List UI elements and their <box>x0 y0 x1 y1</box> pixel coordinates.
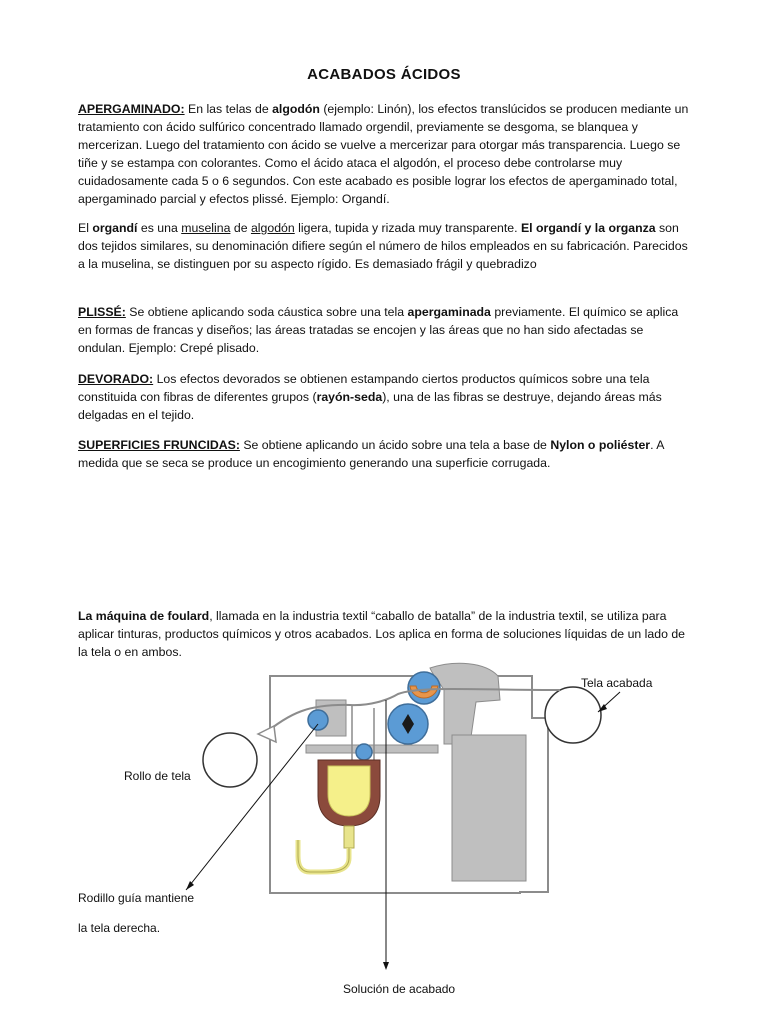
text: son dos tejidos similares, su denominación difiere según el número de hilos empleados en su fabricación. Parecidos a la muselina, se distinguen por su aspecto rígido. Es demasiado frágil y quebradizo <box>78 221 688 271</box>
bold-text: organdí <box>92 221 138 235</box>
text: Se obtiene aplicando soda cáustica sobre una tela <box>125 305 408 319</box>
text: ), una de las fibras se destruye, dejando áreas más delgadas en el tejido. <box>78 390 662 422</box>
bold-text: La máquina de foulard <box>78 609 210 623</box>
label-rodillo-guia: Rodillo guía mantiene <box>78 891 195 905</box>
text: , llamada en la industria textil “caballo de batalla” de la industria textil, se utiliza para aplicar tinturas, productos químicos y otros acabados. Los aplica en forma de soluciones líquidas de un lado de la tela o en ambos. <box>78 609 686 659</box>
drain-pipe <box>344 826 354 848</box>
fabric-roll-left <box>203 733 257 787</box>
bold-text: Nylon o poliéster <box>550 438 651 452</box>
page-title: ACABADOS ÁCIDOS <box>307 66 461 83</box>
fabric-roll-right <box>545 687 601 743</box>
text: de <box>230 221 251 235</box>
heading-apergaminado: APERGAMINADO: <box>78 102 185 116</box>
heading-devorado: DEVORADO: <box>78 372 154 386</box>
arrow-solucion-head <box>383 962 389 970</box>
text: . A medida que se seca se produce un encogimiento generando una superficie corrugada. <box>78 438 664 470</box>
text: El <box>78 221 93 235</box>
small-roller <box>356 744 372 760</box>
heading-superficies-fruncidas: SUPERFICIES FRUNCIDAS: <box>78 438 240 452</box>
label-solucion-de-acabado: Solución de acabado <box>343 982 456 996</box>
heading-plisse: PLISSÉ: <box>78 305 126 319</box>
label-rollo-de-tela: Rollo de tela <box>124 769 191 783</box>
bold-text: algodón <box>272 102 320 116</box>
fabric-funnel <box>258 726 276 742</box>
link-algodon[interactable]: algodón <box>250 221 295 235</box>
label-tela-derecha: la tela derecha. <box>78 921 161 935</box>
bold-text: El organdí y la organza <box>520 221 656 235</box>
bold-text: apergaminada <box>407 305 491 319</box>
text: Los efectos devorados se obtienen estampando ciertos productos químicos sobre una tela constituida con fibras de diferentes grupos ( <box>78 372 650 404</box>
machine-panel <box>452 735 526 881</box>
text: previamente. El químico se aplica en formas de francas y diseños; las áreas tratadas se encojen y las áreas que no han sido afectadas se ondulan. Ejemplo: Crepé plisado. <box>78 305 679 355</box>
arrow-rodillo-head <box>186 881 194 890</box>
link-muselina[interactable]: muselina <box>181 221 231 235</box>
text: (ejemplo: Linón), los efectos translúcidos se producen mediante un tratamiento con ácido sulfúrico concentrado llamado orgendil, previamente se desgoma, se blanquea y mercerizan. Luego del tratamiento con ácido se vuelve a mercerizar para otorgar más transparencia. Luego se tiñe y se estampa con colorantes. Como el ácido ataca el algodón, el proceso debe controlarse muy cuidadosamente cada 5 o 6 segundos. Con este acabado es posible lograr los efectos de apergaminado total, apergaminado parcial y efectos plissé. Ejemplo: Organdí. <box>78 102 689 206</box>
label-tela-acabada: Tela acabada <box>581 676 653 690</box>
text: Se obtiene aplicando un ácido sobre una tela a base de <box>239 438 551 452</box>
bold-text: rayón-seda <box>316 390 383 404</box>
solution-liquid <box>328 766 370 816</box>
text: es una <box>137 221 182 235</box>
text: En las telas de <box>184 102 273 116</box>
text: ligera, tupida y rizada muy transparente. <box>294 221 521 235</box>
guide-roller <box>308 710 328 730</box>
